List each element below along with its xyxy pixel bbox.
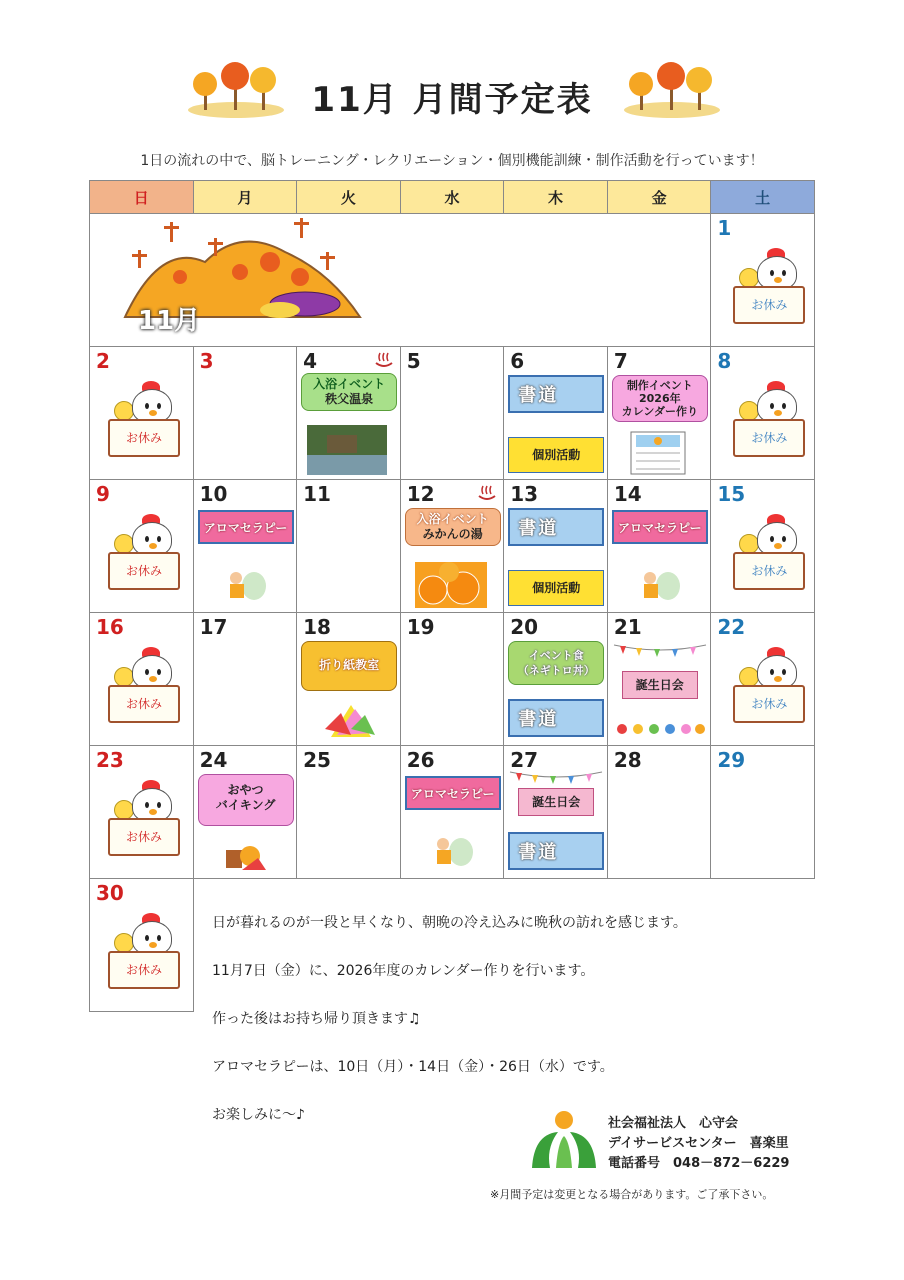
day-number: 4 xyxy=(303,349,318,373)
autumn-trees-icon xyxy=(622,60,722,120)
day-cell xyxy=(504,613,608,746)
day-cell xyxy=(400,746,504,879)
weekday-thu: 木 xyxy=(504,181,608,214)
day-number: 27 xyxy=(510,748,539,772)
day-cell xyxy=(297,347,401,480)
day-number: 2 xyxy=(96,349,110,373)
day-number: 11 xyxy=(303,482,331,506)
rest-label: お休み xyxy=(733,685,805,723)
origami-paper-icon xyxy=(321,699,377,739)
rest-label: お休み xyxy=(108,552,180,590)
day-cell xyxy=(90,613,194,746)
weekday-tue: 火 xyxy=(297,181,401,214)
day-cell xyxy=(711,347,815,480)
day-number: 20 xyxy=(510,615,539,639)
day-number: 5 xyxy=(406,349,421,373)
page-header xyxy=(0,60,904,130)
day-number: 1 xyxy=(717,216,732,240)
org-phone: 電話番号 048－872－6229 xyxy=(608,1156,790,1171)
dragonfly-icon xyxy=(130,216,350,276)
note-line: 11月7日（金）に、2026年度のカレンダー作りを行います。 xyxy=(212,963,595,979)
hot-spring-icon xyxy=(374,351,394,369)
weekday-mon: 月 xyxy=(193,181,297,214)
aroma-illustration xyxy=(427,830,477,870)
intro-text: 1日の流れの中で、脳トレーニング・レクリエーション・個別機能訓練・制作活動を行っています！ xyxy=(140,153,764,169)
bunting-icon xyxy=(612,643,708,657)
day-cell xyxy=(711,214,815,347)
aroma-illustration xyxy=(634,564,684,604)
calendar-grid xyxy=(89,180,815,1012)
day-number: 16 xyxy=(96,615,124,639)
week-row xyxy=(90,480,815,613)
day-cell xyxy=(607,480,711,613)
day-number: 13 xyxy=(510,482,539,506)
note-line: お楽しみに～♪ xyxy=(212,1107,305,1123)
day-cell xyxy=(90,746,194,879)
day-cell xyxy=(90,347,194,480)
rest-label: お休み xyxy=(108,818,180,856)
weekday-wed: 水 xyxy=(400,181,504,214)
day-number: 8 xyxy=(717,349,732,373)
day-number: 15 xyxy=(717,482,746,506)
day-cell xyxy=(193,613,297,746)
day-cell xyxy=(711,746,815,879)
aroma-therapy-badge: アロマセラピー xyxy=(612,510,708,544)
chick-icon xyxy=(114,800,134,820)
day-cell xyxy=(297,746,401,879)
day-number: 23 xyxy=(96,748,124,772)
aroma-therapy-badge: アロマセラピー xyxy=(405,776,501,810)
chick-icon xyxy=(114,534,134,554)
individual-activity-badge: 個別活動 xyxy=(508,570,604,606)
chick-icon xyxy=(739,534,759,554)
calligraphy-banner: 書道 xyxy=(508,375,604,413)
org-info xyxy=(608,1114,789,1174)
chick-icon xyxy=(114,667,134,687)
day-cell xyxy=(607,746,711,879)
day-cell xyxy=(607,347,711,480)
bunting-icon xyxy=(508,770,604,784)
day-number: 3 xyxy=(199,349,214,373)
week-row xyxy=(90,613,815,746)
event-meal-badge: イベント食 （ネギトロ丼） xyxy=(508,641,604,685)
birthday-party-ribbon: 誕生日会 xyxy=(622,671,698,699)
day-cell xyxy=(504,347,608,480)
craft-event-badge: 制作イベント 2026年 カレンダー作り xyxy=(612,375,708,422)
snack-buffet-badge: おやつ バイキング xyxy=(198,774,294,826)
chick-icon xyxy=(739,667,759,687)
rest-label: お休み xyxy=(108,951,180,989)
calligraphy-banner: 書道 xyxy=(508,508,604,546)
chick-icon xyxy=(739,401,759,421)
rest-chick-sign xyxy=(104,788,184,856)
chick-icon xyxy=(114,933,134,953)
day-number: 19 xyxy=(406,615,435,639)
note-line: アロマセラピーは、10日（月）・14日（金）・26日（水）です。 xyxy=(212,1059,614,1075)
day-cell xyxy=(193,480,297,613)
day-cell xyxy=(711,480,815,613)
rest-chick-sign xyxy=(104,655,184,723)
day-cell xyxy=(90,480,194,613)
day-cell xyxy=(297,613,401,746)
day-number: 14 xyxy=(613,482,642,506)
day-number: 25 xyxy=(303,748,331,772)
weekday-sat: 土 xyxy=(711,181,815,214)
day-number: 21 xyxy=(613,615,642,639)
bath-event-badge: 入浴イベント 秩父温泉 xyxy=(301,373,397,411)
day-cell xyxy=(504,480,608,613)
week-row xyxy=(90,347,815,480)
day-number: 10 xyxy=(199,482,228,506)
day-cell xyxy=(711,613,815,746)
day-number: 22 xyxy=(717,615,746,639)
chick-icon xyxy=(739,268,759,288)
day-cell xyxy=(400,347,504,480)
calligraphy-banner: 書道 xyxy=(508,832,604,870)
day-number: 26 xyxy=(406,748,435,772)
hot-spring-icon xyxy=(477,484,497,502)
calligraphy-banner: 書道 xyxy=(508,699,604,737)
rest-chick-sign xyxy=(729,256,809,324)
aroma-therapy-badge: アロマセラピー xyxy=(198,510,294,544)
individual-activity-badge: 個別活動 xyxy=(508,437,604,473)
rest-label: お休み xyxy=(733,419,805,457)
rest-chick-sign xyxy=(729,655,809,723)
day-cell xyxy=(400,480,504,613)
day-cell xyxy=(607,613,711,746)
day-number: 9 xyxy=(96,482,110,506)
day-cell xyxy=(400,613,504,746)
day-number: 30 xyxy=(96,881,124,905)
day-number: 28 xyxy=(613,748,642,772)
day-cell xyxy=(193,746,297,879)
org-logo-icon xyxy=(528,1108,600,1174)
day-cell xyxy=(297,480,401,613)
calendar-icon xyxy=(630,431,686,475)
rest-chick-sign xyxy=(729,522,809,590)
day-number: 17 xyxy=(199,615,228,639)
day-cell xyxy=(504,746,608,879)
birthday-party-ribbon: 誕生日会 xyxy=(518,788,594,816)
day-number: 7 xyxy=(613,349,628,373)
rest-chick-sign xyxy=(104,921,184,989)
day-number: 12 xyxy=(406,482,435,506)
bath-event-badge: 入浴イベント みかんの湯 xyxy=(405,508,501,546)
note-line: 作った後はお持ち帰り頂きます♫ xyxy=(212,1011,421,1027)
rest-label: お休み xyxy=(733,552,805,590)
org-center: デイサービスセンター 喜楽里 xyxy=(608,1136,789,1151)
chick-icon xyxy=(114,401,134,421)
day-number: 6 xyxy=(510,349,525,373)
disclaimer: ※月間予定は変更となる場合があります。ご了承下さい。 xyxy=(490,1188,774,1201)
weekday-header-row xyxy=(90,181,815,214)
page-title: 11月 月間予定表 xyxy=(311,80,593,120)
day-cell xyxy=(90,879,194,1012)
org-name: 社会福祉法人 心守会 xyxy=(608,1116,739,1131)
day-number: 24 xyxy=(199,748,228,772)
rest-chick-sign xyxy=(104,389,184,457)
day-number: 29 xyxy=(717,748,746,772)
weekday-fri: 金 xyxy=(607,181,711,214)
rest-chick-sign xyxy=(104,522,184,590)
onsen-photo xyxy=(307,425,387,475)
week-row xyxy=(90,746,815,879)
balloons-icon xyxy=(612,723,708,739)
origami-class-badge: 折り紙教室 xyxy=(301,641,397,691)
mandarin-orange-photo xyxy=(415,562,487,608)
rest-label: お休み xyxy=(108,419,180,457)
rest-chick-sign xyxy=(729,389,809,457)
snacks-icon xyxy=(222,838,266,872)
aroma-illustration xyxy=(220,564,270,604)
rest-label: お休み xyxy=(733,286,805,324)
rest-label: お休み xyxy=(108,685,180,723)
day-number: 18 xyxy=(303,615,331,639)
hero-label: 11月 xyxy=(138,306,201,336)
day-cell xyxy=(193,347,297,480)
weekday-sun: 日 xyxy=(90,181,194,214)
note-line: 日が暮れるのが一段と早くなり、朝晩の冷え込みに晩秋の訪れを感じます。 xyxy=(212,915,687,931)
